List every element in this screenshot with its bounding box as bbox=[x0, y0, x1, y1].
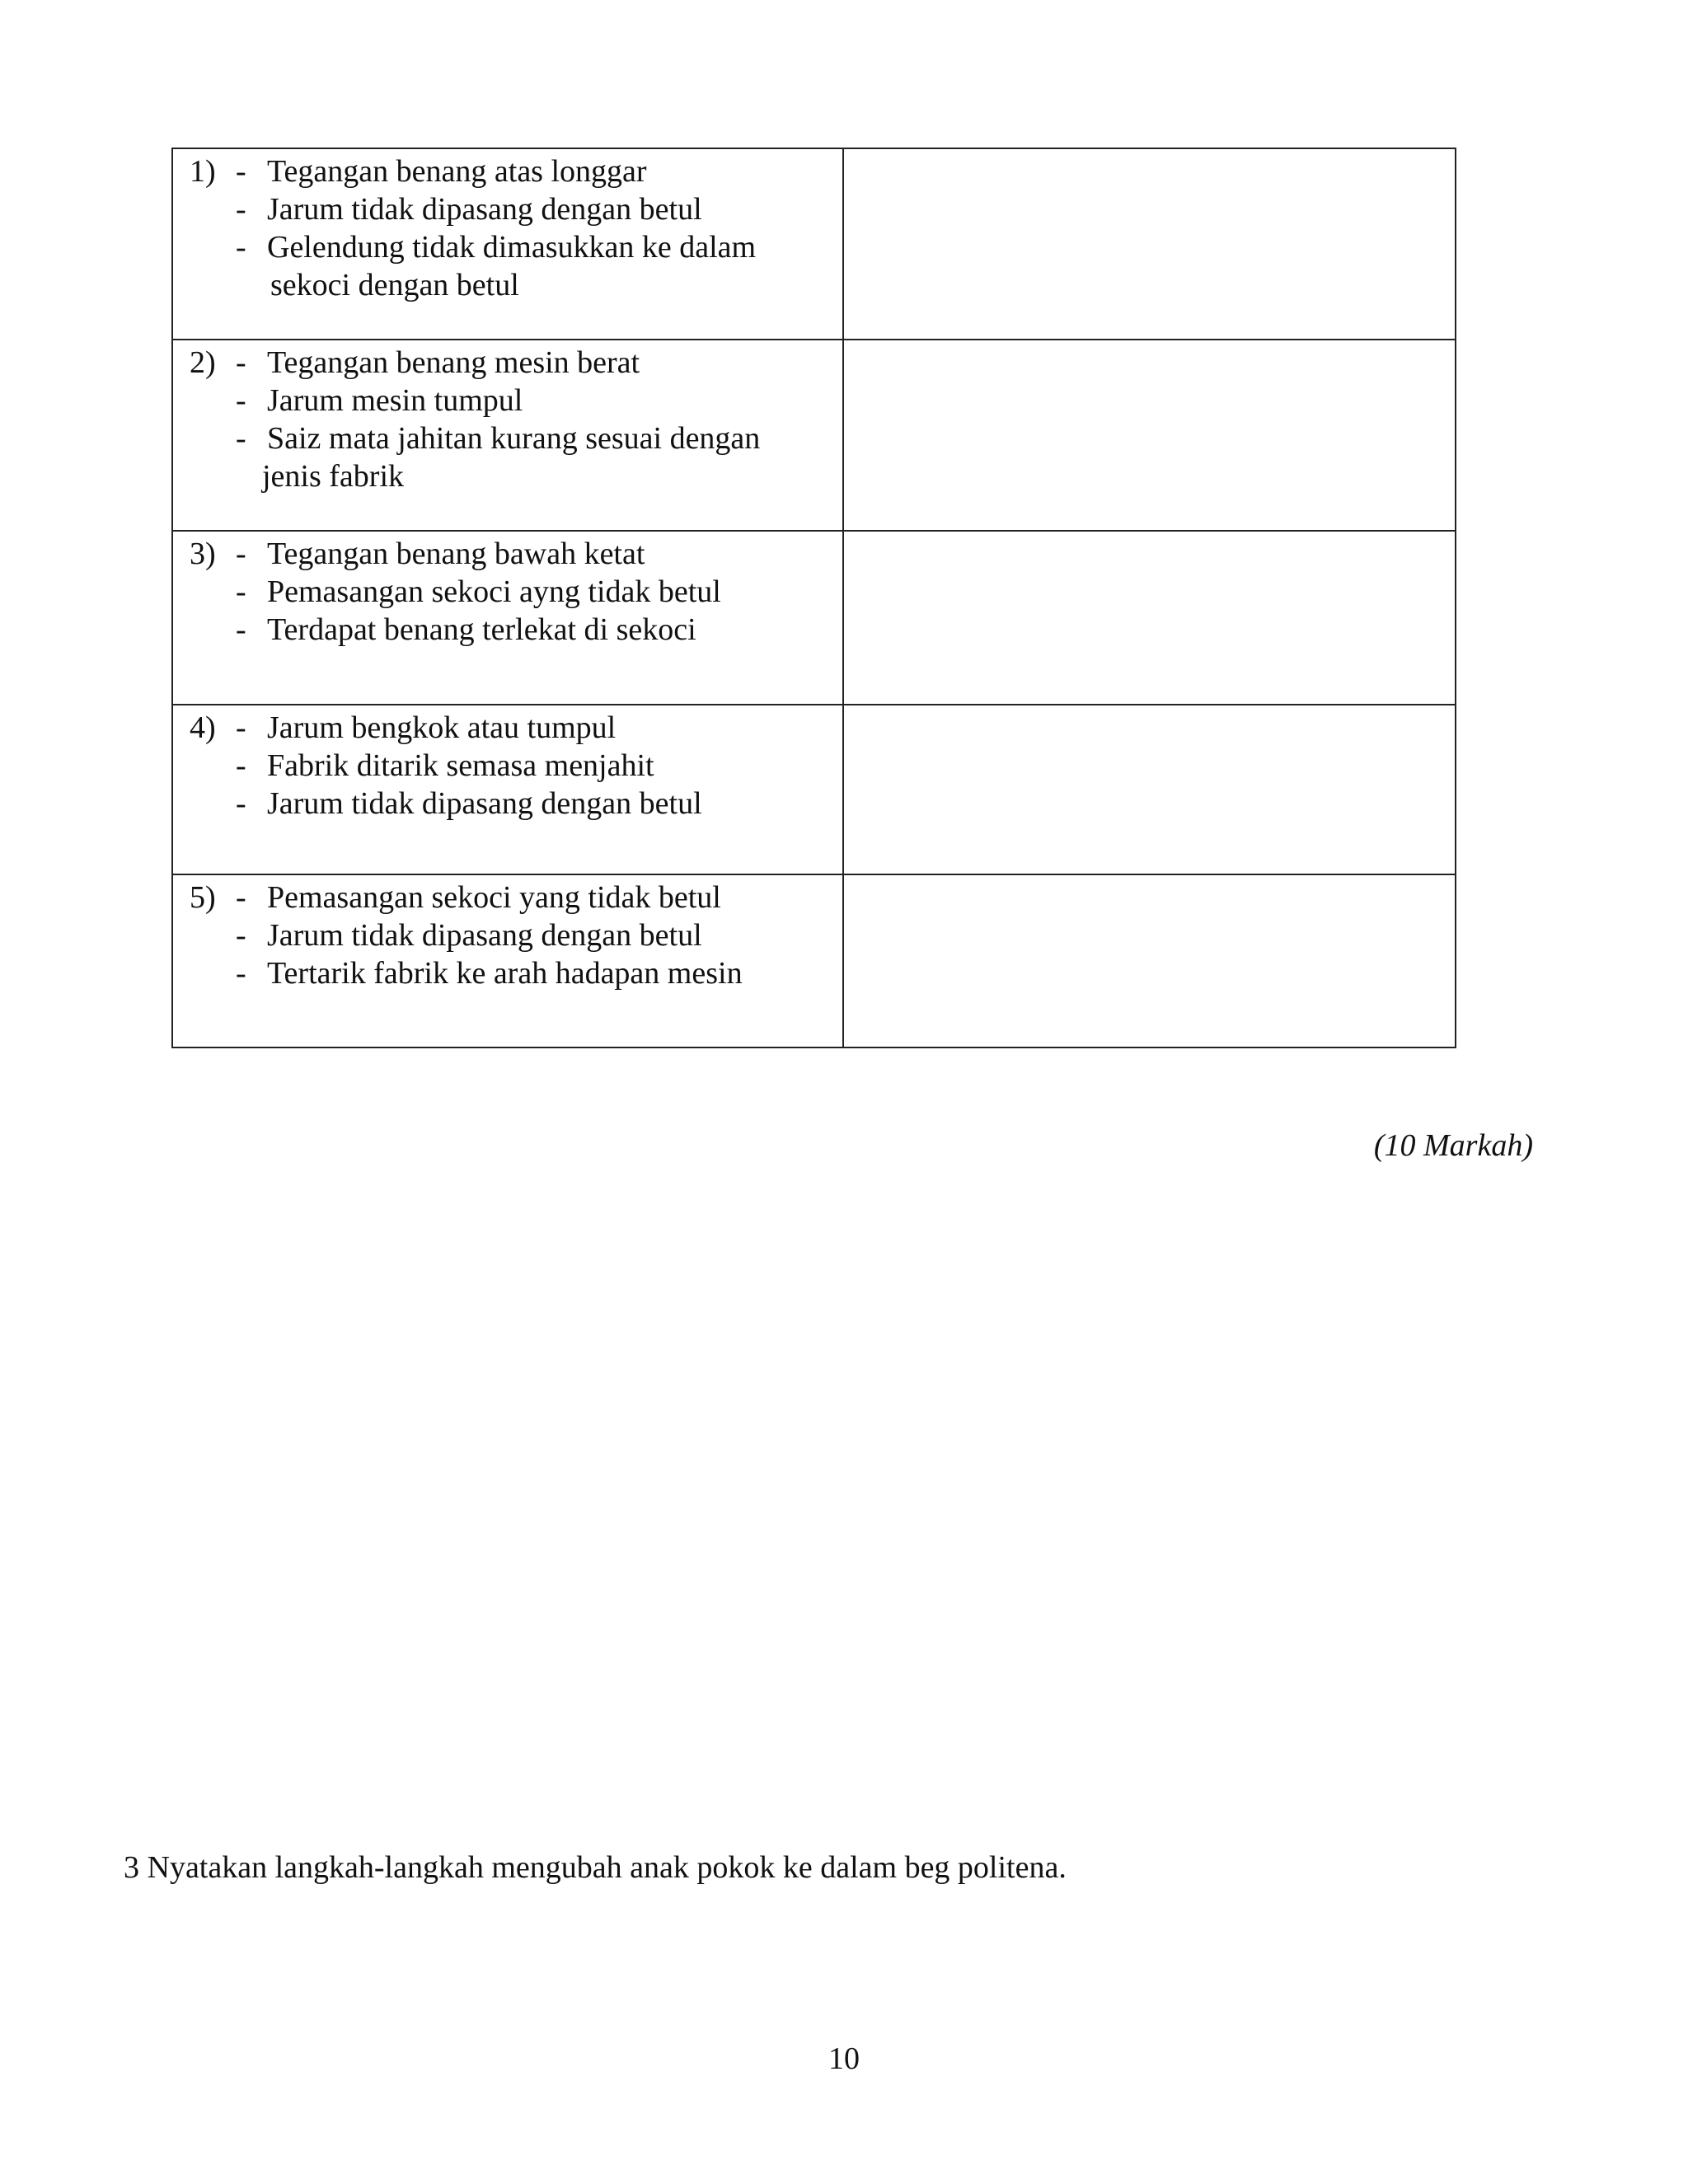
page-number: 10 bbox=[828, 2041, 860, 2076]
answer-cell[interactable] bbox=[843, 531, 1456, 705]
cause-line: - Jarum tidak dipasang dengan betul bbox=[236, 918, 702, 953]
table-row bbox=[172, 340, 1456, 531]
cause-line: - Tegangan benang bawah ketat bbox=[236, 537, 645, 571]
answer-table bbox=[171, 148, 1456, 1048]
answer-cell[interactable] bbox=[843, 874, 1456, 1047]
problem-cell bbox=[172, 148, 843, 340]
row-number: 4) bbox=[190, 710, 216, 745]
cause-line: - Tegangan benang mesin berat bbox=[236, 345, 640, 380]
problem-cell bbox=[172, 705, 843, 874]
problem-cell bbox=[172, 874, 843, 1047]
row-number: 2) bbox=[190, 345, 216, 380]
row-number: 5) bbox=[190, 880, 216, 915]
table-row bbox=[172, 148, 1456, 340]
cause-line: - Tertarik fabrik ke arah hadapan mesin bbox=[236, 956, 743, 991]
answer-cell[interactable] bbox=[843, 705, 1456, 874]
cause-line: - Pemasangan sekoci ayng tidak betul bbox=[236, 574, 721, 609]
table-row bbox=[172, 705, 1456, 874]
cause-line: - Jarum bengkok atau tumpul bbox=[236, 710, 617, 745]
cause-line: - Saiz mata jahitan kurang sesuai dengan bbox=[236, 421, 761, 456]
cause-line-continuation: sekoci dengan betul bbox=[270, 268, 519, 302]
cause-line: - Jarum tidak dipasang dengan betul bbox=[236, 786, 702, 821]
table-row bbox=[172, 874, 1456, 1047]
cause-line: - Jarum tidak dipasang dengan betul bbox=[236, 192, 702, 227]
cause-line: - Tegangan benang atas longgar bbox=[236, 154, 647, 189]
cause-line-continuation: jenis fabrik bbox=[262, 459, 405, 494]
cause-line: - Pemasangan sekoci yang tidak betul bbox=[236, 880, 721, 915]
row-number: 3) bbox=[190, 537, 216, 571]
cause-line: - Terdapat benang terlekat di sekoci bbox=[236, 612, 696, 647]
cause-line: - Gelendung tidak dimasukkan ke dalam bbox=[236, 230, 757, 265]
marks-label: (10 Markah) bbox=[1373, 1128, 1533, 1163]
row-number: 1) bbox=[190, 154, 216, 189]
answer-cell[interactable] bbox=[843, 340, 1456, 531]
problem-cell bbox=[172, 531, 843, 705]
cause-line: - Jarum mesin tumpul bbox=[236, 383, 523, 418]
answer-cell[interactable] bbox=[843, 148, 1456, 340]
question-text: 3 Nyatakan langkah-langkah mengubah anak pokok ke dalam beg politena. bbox=[124, 1850, 1067, 1885]
cause-line: - Fabrik ditarik semasa menjahit bbox=[236, 748, 654, 783]
table-row bbox=[172, 531, 1456, 705]
problem-cell bbox=[172, 340, 843, 531]
